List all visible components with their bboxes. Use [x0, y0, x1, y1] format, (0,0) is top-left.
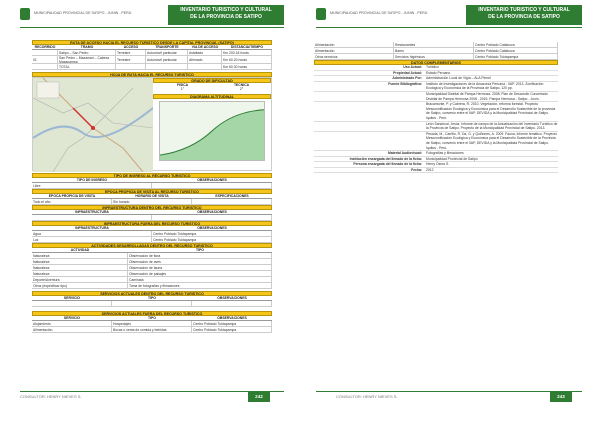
entry-type-title: TIPO DE INGRESO AL RECURSO TURISTICO: [32, 173, 272, 178]
map-and-diagram: [32, 77, 272, 171]
entry-header-row: TIPO DE INGRESO OBSERVACIONES: [32, 178, 272, 183]
footer-consultant: CONSULTOR: HENRY NIEVES S.: [336, 394, 398, 399]
services-out-header-row: SERVICIO TIPO OBSERVACIONES: [32, 316, 272, 321]
map-graphic-icon: [33, 78, 153, 172]
municipality-logo-icon: [20, 8, 30, 20]
infra-out-row: Agua Centro Poblado Tuktapampa: [32, 231, 272, 237]
complementary-title: DATOS COMPLEMENTARIOS: [314, 60, 558, 65]
route-map: [33, 78, 153, 172]
page-number: 242: [248, 392, 270, 402]
left-footer: [20, 393, 284, 403]
infra-in-title: INFRAESTRUCTURA DENTRO DEL RECURSO TURISTICO: [32, 205, 272, 210]
kv-row: Municipalidad Distrital de Pampa Hermosa. 2008. Plan de Desarrollo Concertado Distrital de Pampa Hermosa 2008 - 2015. Pampa Hermosa - Satipo - Junín.: [314, 92, 558, 102]
kv-row: Uso Actual: Turístico: [314, 65, 558, 71]
header-org: MUNICIPALIDAD PROVINCIAL DE SATIPO - JUNIN - PERU: [34, 11, 132, 15]
route-total-row: TOTAL Km 60.30 horas: [32, 64, 272, 70]
services-out-row: Alojamiento Hospedajes Centro Poblado Tuktapampa: [32, 321, 272, 327]
kv-row: Pesarla, M., Carrillo, R. Da, G. y Quiñones, A. 2009. Fauna, informe temático. Proyecto Mesozonificación Ecológica y Económica para el Desarrollo Sostenible de la Provincia de Satipo, convenio entre el IIAP, DEVIDA y la Municipalidad Provincial de Satipo. Iquitos - Perú.: [314, 132, 558, 151]
footer-rule: [20, 391, 284, 392]
altitude-diagram: [159, 101, 265, 161]
header-title: [168, 5, 284, 25]
infra-in-header-row: INFRAESTRUCTURA OBSERVACIONES: [32, 210, 272, 215]
right-page: [300, 0, 600, 424]
activities-header-row: ACTIVIDAD TIPO: [32, 248, 272, 253]
services-in-title: SERVICIOS ACTUALES DENTRO DEL RECURSO TURISTICO: [32, 291, 272, 296]
footer-rule: [316, 391, 582, 392]
header-title-line2: DE LA PROVINCIA DE SATIPO: [488, 14, 560, 20]
infra-out-row: Luz Centro Poblado Tuktapampa: [32, 237, 272, 243]
services-in-row: [32, 301, 272, 307]
visit-title: EPOCA PROPICIA DE VISITA AL RECURSO TURISTICO: [32, 189, 272, 194]
kv-row: Material Audiovisual: Fotografías y filmaciones: [314, 151, 558, 157]
kv-row: Fuente Bibliográfica: Instituto de Investigaciones de la Amazonía Peruana - IIAP. 2013. Zonificación Ecológica y Económica de la Provincia de Satipo, 120 pp.: [314, 82, 558, 92]
activities-title: ACTIVIDADES DESARROLLADAS DENTRO DEL RECURSO TURISTICO: [32, 243, 272, 248]
kv-row: Propiedad Actual: Estado Peruano: [314, 71, 558, 77]
activity-row: Naturaleza Observación de flora: [32, 253, 272, 259]
header-org: MUNICIPALIDAD PROVINCIAL DE SATIPO - JUNIN - PERU: [330, 11, 428, 15]
grade-headers: FISICA TECNICA: [176, 83, 250, 87]
services-out-row: Alimentación Restaurantes Centro Poblado Catalcuca: [314, 42, 558, 48]
route-header-row: RECORRIDO TRAMO ACCESO TRANSPORTE VIA DE ACCESO DISTANCIA/TIEMPO: [32, 45, 272, 50]
services-out-row: Alimentación Bares Centro Poblado Catalcuca: [314, 48, 558, 54]
route-row: Satipo – San Pedro Terrestre Automóvil particular Asfaltado Km 200.18 horas: [32, 50, 272, 56]
grade-values: 1° 2°: [180, 87, 244, 91]
kv-row: León Sandoval, Jesús. Informe de campo de la Actualización del Inventario Turístico de la Provincia de Satipo. Proyecto de la Municipalidad Provincial de Satipo. 2013.: [314, 122, 558, 132]
municipality-logo-icon: [316, 8, 326, 20]
header-title-line1: INVENTARIO TURISTICO Y CULTURAL: [478, 7, 570, 13]
header-title-line2: DE LA PROVINCIA DE SATIPO: [190, 14, 262, 20]
services-in-header-row: SERVICIO TIPO OBSERVACIONES: [32, 296, 272, 301]
activity-row: Naturaleza Observación de aves: [32, 259, 272, 265]
left-content: [32, 40, 272, 333]
services-out-title: SERVICIOS ACTUALES FUERA DEL RECURSO TURISTICO: [32, 311, 272, 316]
kv-row: Administrado Por: Administración Local de Vigía – ALA Pinnel: [314, 76, 558, 82]
page-number: 243: [550, 392, 572, 402]
right-footer: [316, 393, 582, 403]
services-out-row: Alimentación Bocas o venta de comida y bebidas Centro Poblado Tuktapampa: [32, 327, 272, 333]
route-title: RUTA DE ACCESO HACIA EL RECURSO TURISTICO DESDE LA CAPITAL PROVINCIAL (SATIPO): [32, 40, 272, 45]
visit-row: Todo el año Sin horario: [32, 199, 272, 205]
route-row: 01 San Pedro – Mazamari – Cabeza Mazapampa Terrestre Automóvil particular Afirmado Km 60.20 horas: [32, 56, 272, 64]
header-title-line1: INVENTARIO TURISTICO Y CULTURAL: [180, 7, 272, 13]
kv-row: Bracamonte, P. y Cabrera, R. 2010. Vegetación, reforma forestal. Proyecto Mesozonificación Ecológica y Económica para el Desarrollo Sostenible de la provincia de Satipo, convenio entre el IIAP, DEVIDA y la Municipalidad Provincial de Satipo. Iquitos - Perú.: [314, 102, 558, 121]
visit-header-row: EPOCA PROPICIA DE VISITA HORARIO DE VISITA ESPECIFICACIONES: [32, 194, 272, 199]
infra-out-title: INFRAESTRUCTURA FUERA DEL RECURSO TURISTICO: [32, 221, 272, 226]
header-rule: [316, 27, 582, 28]
activity-row: Otros (especificar tipo) Toma de fotografías y filmaciones: [32, 283, 272, 289]
diagram-title: DIAGRAMA ALTITUDINAL: [153, 94, 271, 99]
header-title: [466, 5, 582, 25]
infra-out-header-row: INFRAESTRUCTURA OBSERVACIONES: [32, 226, 272, 231]
map-title: HOJA DE RUTA HACIA EL RECURSO TURISTICO: [32, 72, 272, 77]
entry-row: Libre: [32, 183, 272, 189]
right-content: [314, 42, 558, 173]
grade-title: GRADO DE DIFICULTAD: [153, 78, 271, 83]
difficulty-panel: [153, 78, 271, 170]
kv-row: Fecha: 2012: [314, 168, 558, 174]
activity-row: Naturaleza Observación de fauna: [32, 265, 272, 271]
kv-row: Institución encargada del llenado de la ficha: Municipalidad Provincial de Satipo: [314, 157, 558, 163]
activity-row: Naturaleza Observación de paisajes: [32, 271, 272, 277]
kv-row: Persona encargada del llenado de la ficha: Henry Osma S.: [314, 162, 558, 168]
services-out-row: Otros servicios Servicios higiénicos Centro Poblado Tuktapampa: [314, 54, 558, 60]
altitude-profile-icon: [160, 102, 264, 160]
footer-consultant: CONSULTOR: HENRY NIEVES S.: [20, 394, 82, 399]
activity-row: Deporte/Aventura Caminata: [32, 277, 272, 283]
header-rule: [20, 27, 284, 28]
